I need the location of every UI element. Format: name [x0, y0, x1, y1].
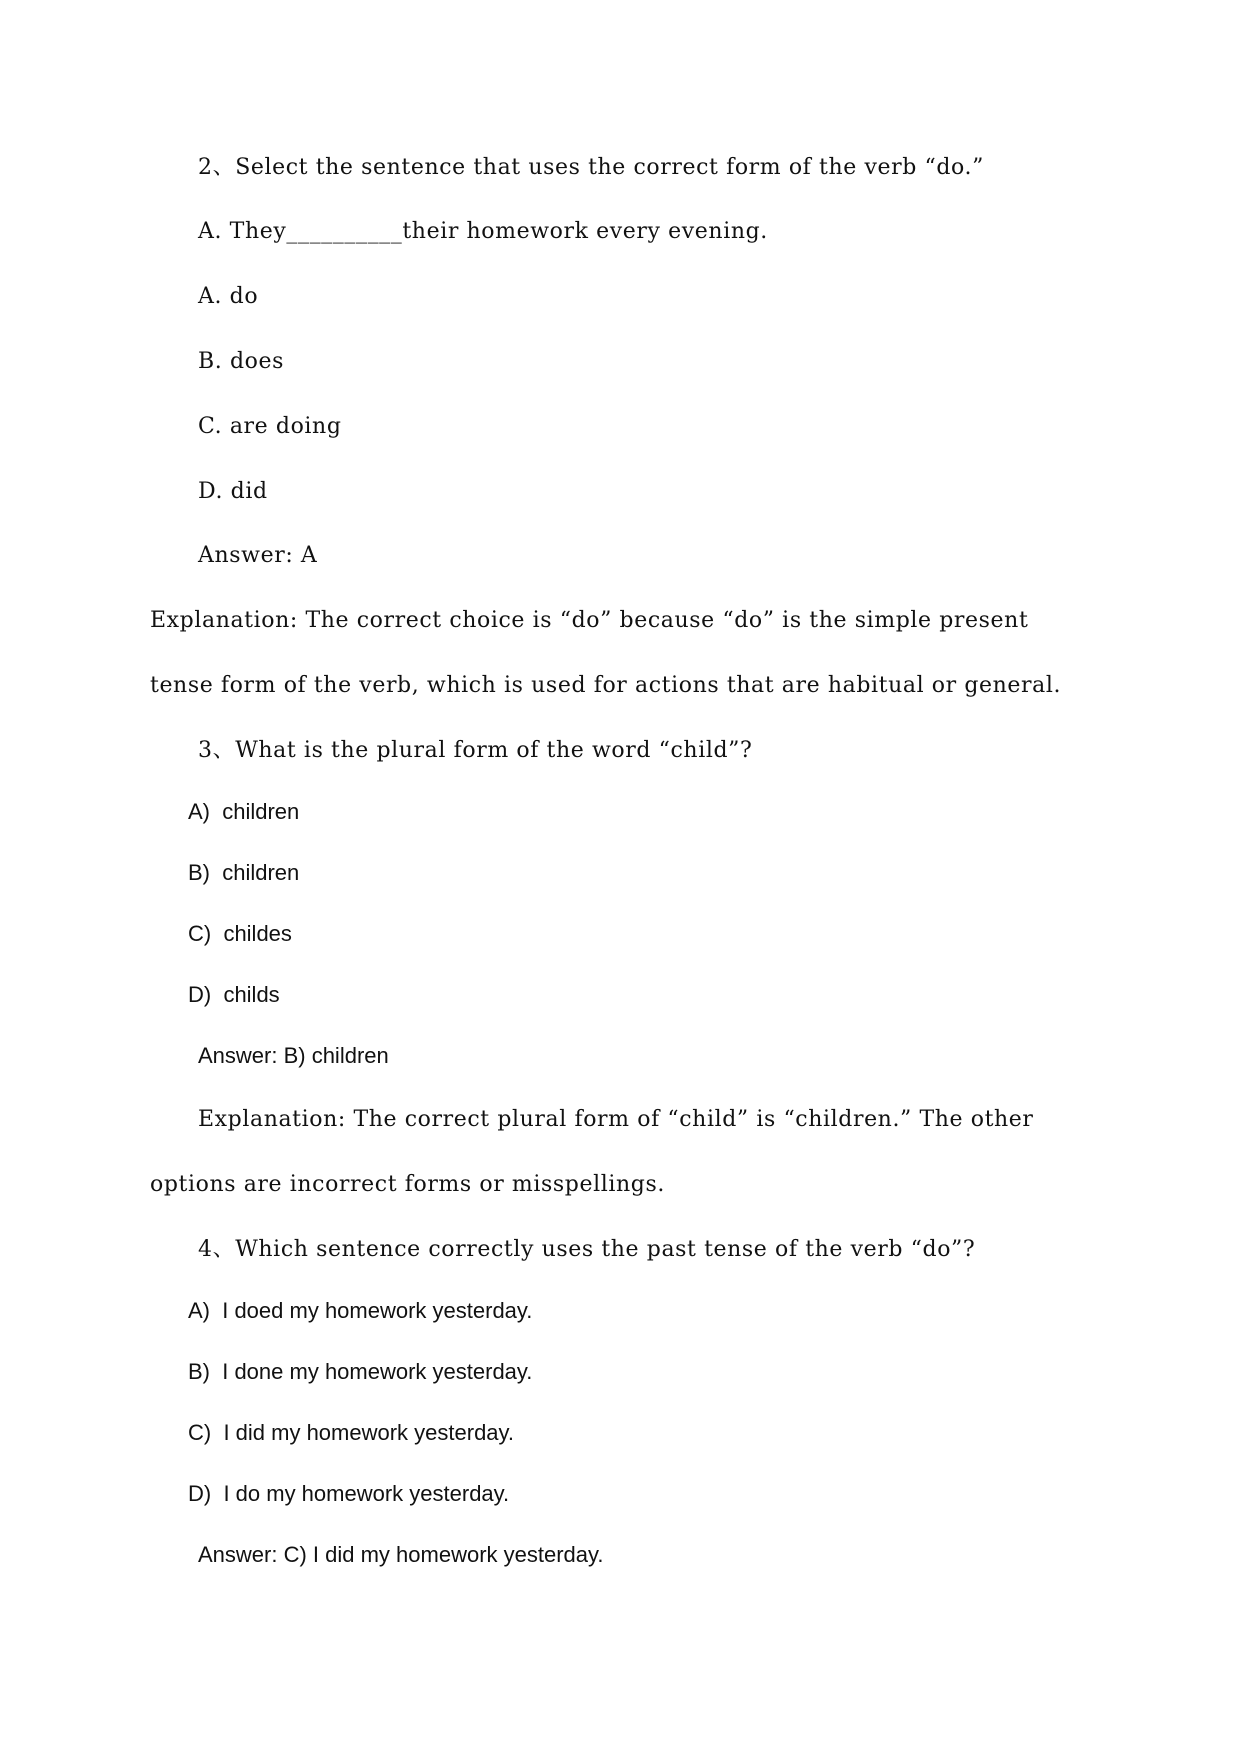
question-3-option-c: C) childes [188, 921, 292, 946]
question-4-option-b: B) I done my homework yesterday. [188, 1359, 533, 1384]
question-3-option-a: A) children [188, 799, 300, 824]
question-2-option-b: B. does [198, 349, 284, 374]
question-2-answer: Answer: A [198, 543, 318, 568]
question-4-answer: Answer: C) I did my homework yesterday. [198, 1542, 604, 1567]
question-4-option-d: D) I do my homework yesterday. [188, 1481, 510, 1506]
question-3-text: 3、What is the plural form of the word “child”? [198, 738, 753, 763]
question-4-text: 4、Which sentence correctly uses the past tense of the verb “do”? [198, 1237, 976, 1262]
question-2-option-d: D. did [198, 479, 268, 504]
question-2-explanation-line-2: tense form of the verb, which is used for actions that are habitual or general. [150, 673, 1062, 698]
question-3-option-d: D) childs [188, 982, 280, 1007]
question-2-stem: A. They__________their homework every evening. [198, 219, 768, 244]
question-4-option-a: A) I doed my homework yesterday. [188, 1298, 533, 1323]
question-4-option-c: C) I did my homework yesterday. [188, 1420, 515, 1445]
question-2-explanation-line-1: Explanation: The correct choice is “do” because “do” is the simple present [150, 608, 1029, 633]
question-3-explanation-line-2: options are incorrect forms or misspellings. [150, 1172, 665, 1197]
question-2-option-c: C. are doing [198, 414, 342, 439]
question-3-option-b: B) children [188, 860, 300, 885]
question-2-text: 2、Select the sentence that uses the correct form of the verb “do.” [198, 155, 984, 180]
question-2-option-a: A. do [198, 284, 259, 309]
question-3-explanation-line-1: Explanation: The correct plural form of “child” is “children.” The other [198, 1107, 1034, 1132]
question-3-answer: Answer: B) children [198, 1043, 389, 1068]
